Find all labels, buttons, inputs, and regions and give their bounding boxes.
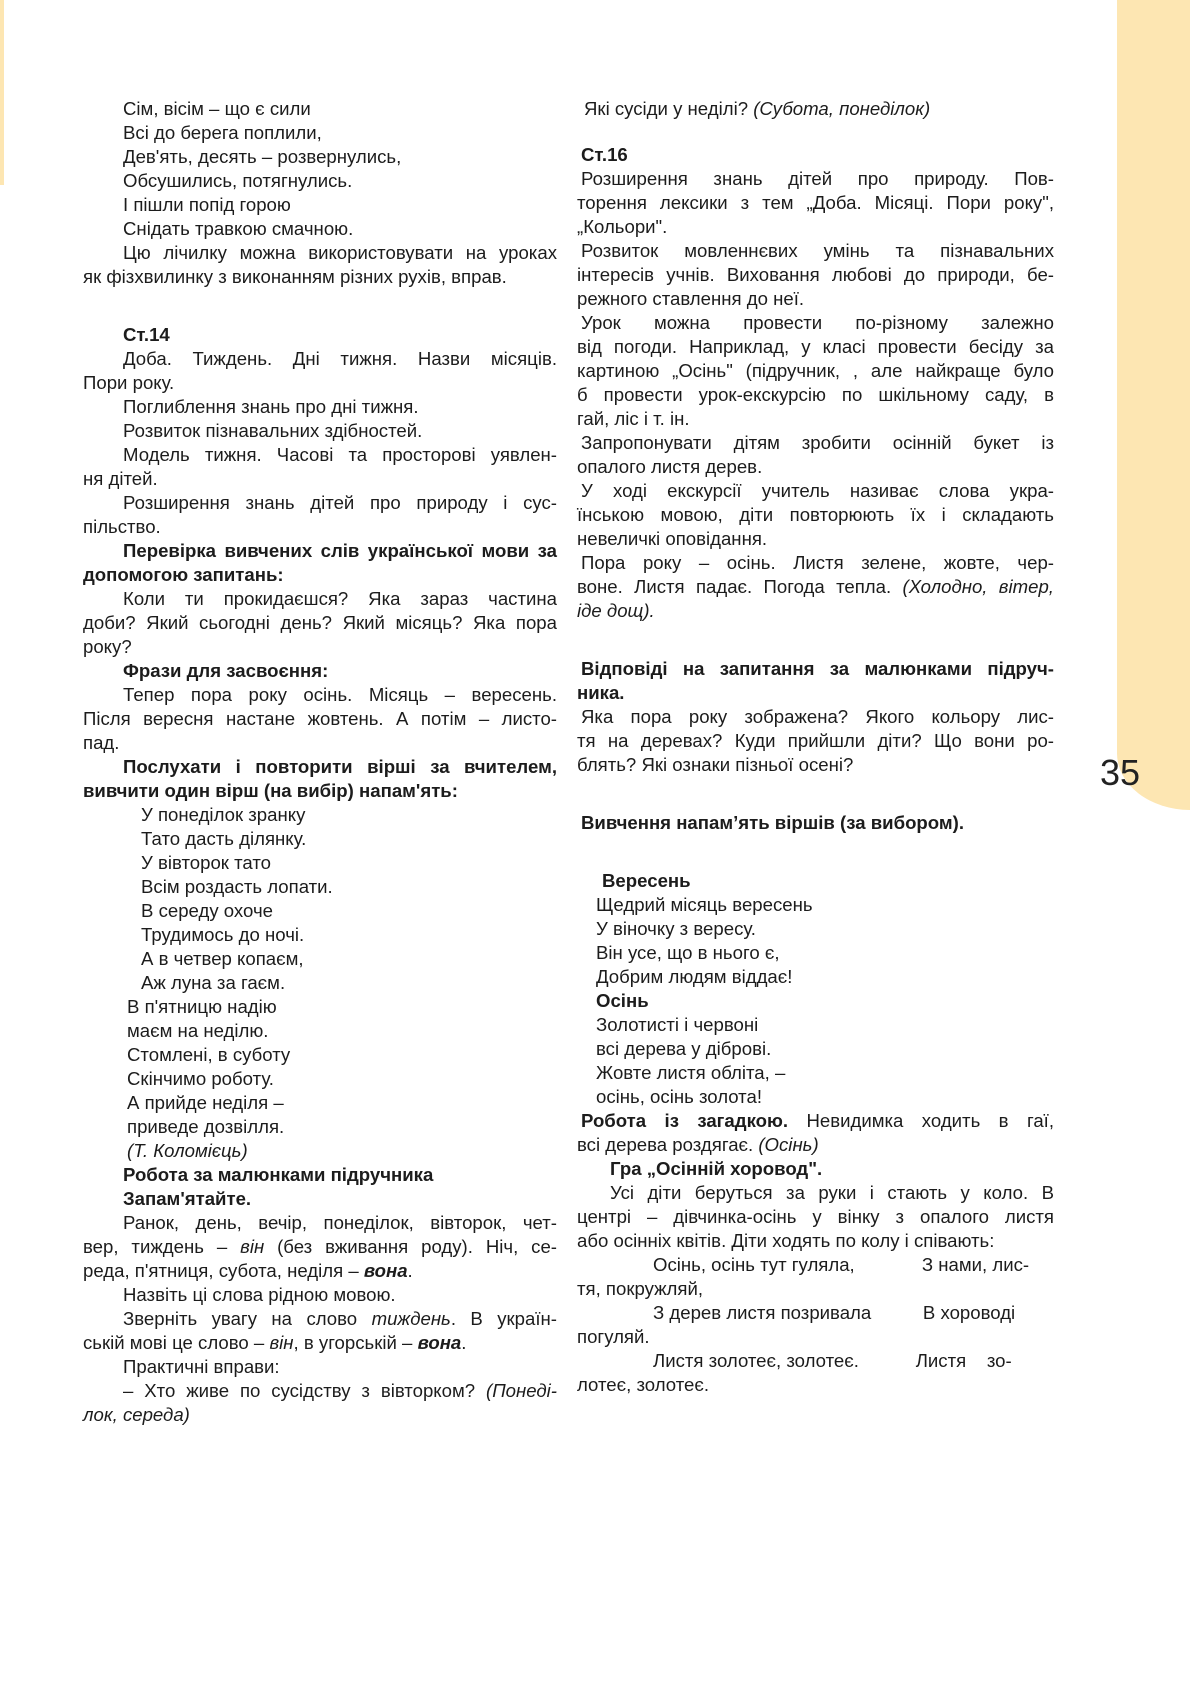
paragraph-line: блять? Які ознаки пізньої осені? bbox=[577, 754, 854, 775]
paragraph-line: невеличкі оповідання. bbox=[577, 528, 768, 549]
left-edge-tab bbox=[0, 0, 4, 185]
song-line: З дерев листя позривала В хороводі bbox=[653, 1302, 1016, 1323]
poem-line: приведе дозвілля. bbox=[127, 1116, 285, 1137]
paragraph-line: доби? Який сьогодні день? Який місяць? Яка пора bbox=[83, 612, 557, 633]
poem-line: Жовте листя обліта, – bbox=[596, 1062, 786, 1083]
song-line: Листя золотеє, золотеє. Листя зо- bbox=[653, 1350, 1012, 1371]
paragraph-line: Доба. Тиждень. Дні тижня. Назви місяців. bbox=[123, 348, 557, 369]
paragraph-line: тя на деревах? Куди прийшли діти? Що вони ро- bbox=[577, 730, 1054, 751]
paragraph-line: Поглиблення знань про дні тижня. bbox=[123, 396, 419, 417]
paragraph-line: Тепер пора року осінь. Місяць – вересень. bbox=[123, 684, 557, 705]
bold-heading: Фрази для засвоєння: bbox=[123, 660, 329, 681]
song-line: погуляй. bbox=[577, 1326, 650, 1347]
bold-heading: ника. bbox=[577, 682, 625, 703]
paragraph-line: Урок можна провести по-різному залежно bbox=[581, 312, 1054, 333]
poem-line: Снідать травкою смачною. bbox=[123, 218, 354, 239]
paragraph-line: вер, тиждень – він (без вживання роду). Ніч, се- bbox=[83, 1236, 557, 1257]
paragraph-line: Усі діти беруться за руки і стають у коло. В bbox=[610, 1182, 1054, 1203]
poem-line: всі дерева у діброві. bbox=[596, 1038, 772, 1059]
spacer bbox=[577, 835, 1054, 869]
song-line: лотеє, золотеє. bbox=[577, 1374, 709, 1395]
song-line: Осінь, осінь тут гуляла, З нами, лис- bbox=[653, 1254, 1030, 1275]
paragraph-line: картиною „Осінь" (підручник, , але найкраще було bbox=[577, 360, 1054, 381]
paragraph-line: іде дощ). bbox=[577, 600, 655, 621]
poem-line: Сім, вісім – що є сили bbox=[123, 98, 311, 119]
bold-heading: Перевірка вивчених слів української мови за bbox=[123, 540, 557, 561]
poem-line: У вівторок тато bbox=[141, 852, 271, 873]
bold-heading: Запам'ятайте. bbox=[123, 1188, 252, 1209]
poem-line: Трудимось до ночі. bbox=[141, 924, 305, 945]
paragraph-line: У ході екскурсії учитель називає слова укра- bbox=[581, 480, 1054, 501]
paragraph-line: Зверніть увагу на слово тиждень. В україн- bbox=[123, 1308, 557, 1329]
paragraph-line: Коли ти прокидаєшся? Яка зараз частина bbox=[123, 588, 557, 609]
poem-line: В п'ятницю надію bbox=[127, 996, 277, 1017]
paragraph-line: ня дітей. bbox=[83, 468, 158, 489]
paragraph-line: від погоди. Наприклад, у класі провести бесіду за bbox=[577, 336, 1054, 357]
paragraph-line: „Кольори". bbox=[577, 216, 668, 237]
paragraph-line: всі дерева роздягає. (Осінь) bbox=[577, 1134, 819, 1155]
poem-line: Тато дасть ділянку. bbox=[141, 828, 307, 849]
bold-heading: Відповіді на запитання за малюнками підруч- bbox=[581, 658, 1054, 679]
poem-line: Він усе, що в нього є, bbox=[596, 942, 780, 963]
poem-line: У понеділок зранку bbox=[141, 804, 306, 825]
paragraph-line: Які сусіди у неділі? (Субота, понеділок) bbox=[584, 98, 931, 119]
paragraph-line: Назвіть ці слова рідною мовою. bbox=[123, 1284, 396, 1305]
page-number: 35 bbox=[1100, 752, 1141, 793]
poem-line: Всі до берега поплили, bbox=[123, 122, 322, 143]
poem-title: Вересень bbox=[602, 870, 691, 891]
bold-heading: допомогою запитань: bbox=[83, 564, 284, 585]
poem-line: Обсушились, потягнулись. bbox=[123, 170, 353, 191]
paragraph-line: Яка пора року зображена? Якого кольору лис- bbox=[581, 706, 1054, 727]
left-column bbox=[83, 97, 557, 1427]
paragraph-line: Після вересня настане жовтень. А потім – листо- bbox=[83, 708, 557, 729]
spacer bbox=[577, 777, 1054, 811]
paragraph-line: опалого листя дерев. bbox=[577, 456, 763, 477]
poem-line: Дев'ять, десять – розвернулись, bbox=[123, 146, 402, 167]
poem-line: В середу охоче bbox=[141, 900, 273, 921]
bold-heading: вивчити один вірш (на вибір) напам'ять: bbox=[83, 780, 458, 801]
poem-line: І пішли попід горою bbox=[123, 194, 291, 215]
poem-line: Добрим людям віддає! bbox=[596, 966, 793, 987]
paragraph-line: як фізхвилинку з виконанням різних рухів, вправ. bbox=[83, 266, 507, 287]
right-column bbox=[577, 97, 1054, 1397]
poem-line: Золотисті і червоні bbox=[596, 1014, 759, 1035]
paragraph-line: Пори року. bbox=[83, 372, 175, 393]
poem-line: Стомлені, в суботу bbox=[127, 1044, 291, 1065]
paragraph-line: торення лексики з тем „Доба. Місяці. Пори року", bbox=[577, 192, 1054, 213]
poem-line: Аж луна за гаєм. bbox=[141, 972, 286, 993]
paragraph-line: воне. Листя падає. Погода тепла. (Холодно, вітер, bbox=[577, 576, 1054, 597]
bold-heading: Послухати і повторити вірші за вчителем, bbox=[123, 756, 557, 777]
spacer bbox=[577, 623, 1054, 657]
paragraph-line: Ранок, день, вечір, понеділок, вівторок, чет- bbox=[123, 1212, 557, 1233]
poem-line: осінь, осінь золота! bbox=[596, 1086, 762, 1107]
paragraph-line: гай, ліс і т. ін. bbox=[577, 408, 690, 429]
poem-line: А в четвер копаєм, bbox=[141, 948, 304, 969]
section-heading-st14: Ст.14 bbox=[123, 324, 170, 345]
paragraph-line: Розширення знань дітей про природу. Пов- bbox=[581, 168, 1054, 189]
section-heading-st16: Ст.16 bbox=[581, 144, 628, 165]
paragraph-line: – Хто живе по сусідству з вівторком? (Понеді- bbox=[123, 1380, 557, 1401]
paragraph-line: пад. bbox=[83, 732, 120, 753]
paragraph-line: б провести урок-екскурсію по шкільному саду, в bbox=[577, 384, 1054, 405]
paragraph-line: центрі – дівчинка-осінь у вінку з опалого листя bbox=[577, 1206, 1054, 1227]
paragraph-line: року? bbox=[83, 636, 132, 657]
spacer bbox=[83, 289, 557, 323]
paragraph-line: Розвиток пізнавальних здібностей. bbox=[123, 420, 423, 441]
paragraph-line: пільство. bbox=[83, 516, 161, 537]
paragraph-line: або осінніх квітів. Діти ходять по колу і співають: bbox=[577, 1230, 995, 1251]
poem-title: Осінь bbox=[596, 990, 649, 1011]
paragraph-line: Розширення знань дітей про природу і сус- bbox=[123, 492, 557, 513]
poem-line: Щедрий місяць вересень bbox=[596, 894, 813, 915]
poem-line: А прийде неділя – bbox=[127, 1092, 284, 1113]
paragraph-line: Розвиток мовленнєвих умінь та пізнавальних bbox=[581, 240, 1054, 261]
poem-line: Всім роздасть лопати. bbox=[141, 876, 333, 897]
poem-author: (Т. Коломієць) bbox=[127, 1140, 248, 1161]
paragraph-line: Робота із загадкою. Невидимка ходить в гаї, bbox=[581, 1110, 1054, 1131]
paragraph-line: Модель тижня. Часові та просторові уявлен- bbox=[123, 444, 557, 465]
paragraph-line: Пора року – осінь. Листя зелене, жовте, чер- bbox=[581, 552, 1054, 573]
paragraph-line: Практичні вправи: bbox=[123, 1356, 280, 1377]
song-line: тя, покружляй, bbox=[577, 1278, 704, 1299]
poem-line: Скінчимо роботу. bbox=[127, 1068, 274, 1089]
bold-heading: Вивчення напам’ять віршів (за вибором). bbox=[581, 812, 965, 833]
chapter-tab bbox=[1117, 0, 1190, 810]
bold-heading: Робота за малюнками підручника bbox=[123, 1164, 434, 1185]
paragraph-line: їнською мовою, діти повторюють їх і складають bbox=[577, 504, 1054, 525]
spacer bbox=[577, 121, 1054, 143]
poem-line: маєм на неділю. bbox=[127, 1020, 269, 1041]
paragraph-line: реда, п'ятниця, субота, неділя – вона. bbox=[83, 1260, 413, 1281]
bold-heading: Гра „Осінній хоровод". bbox=[610, 1158, 823, 1179]
paragraph-line: лок, середа) bbox=[83, 1404, 190, 1425]
paragraph-line: ській мові це слово – він, в угорській – вона. bbox=[83, 1332, 467, 1353]
paragraph-line: Запропонувати дітям зробити осінній букет із bbox=[581, 432, 1054, 453]
paragraph-line: інтересів учнів. Виховання любові до природи, бе- bbox=[577, 264, 1054, 285]
paragraph-line: Цю лічилку можна використовувати на уроках bbox=[123, 242, 557, 263]
poem-line: У віночку з вересу. bbox=[596, 918, 756, 939]
paragraph-line: режного ставлення до неї. bbox=[577, 288, 805, 309]
